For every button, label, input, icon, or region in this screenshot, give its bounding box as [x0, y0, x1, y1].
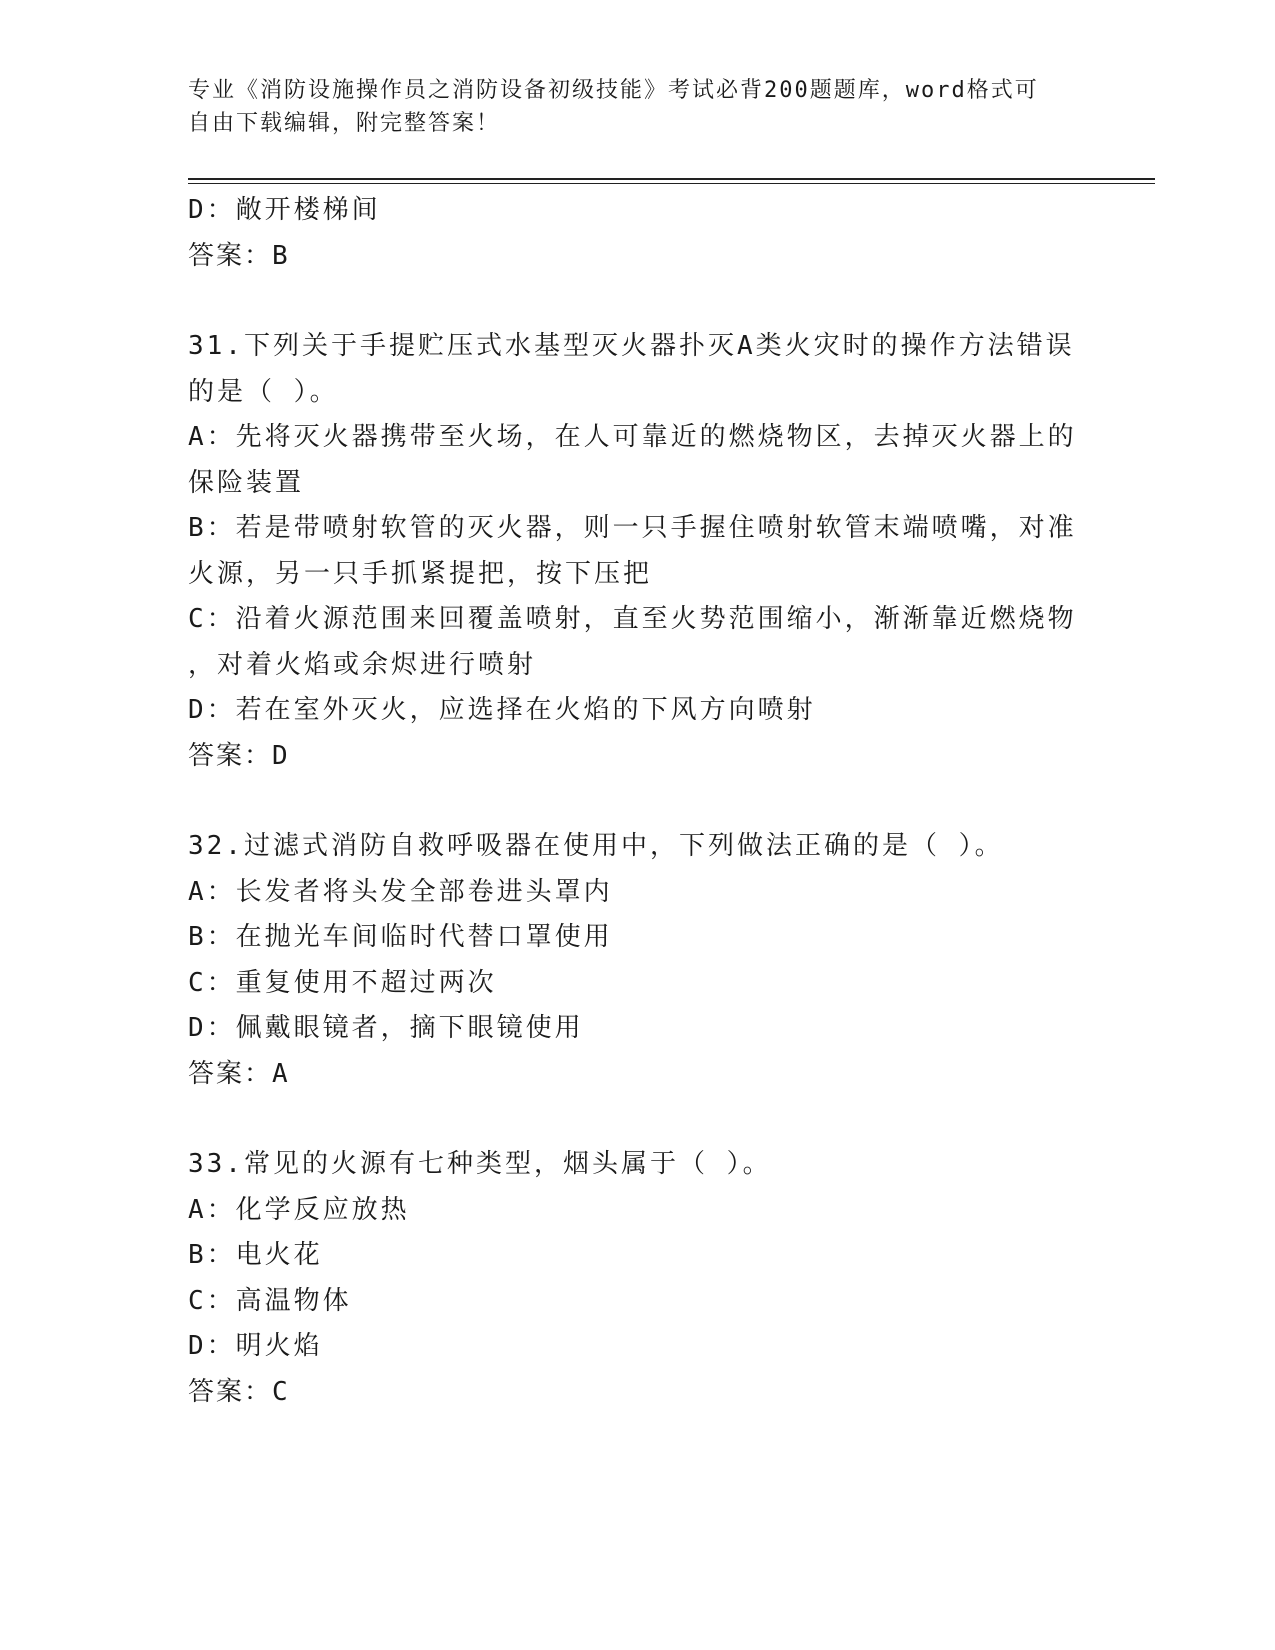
header-line-2: 自由下载编辑，附完整答案！	[188, 111, 501, 136]
option-b: B：若是带喷射软管的灭火器，则一只手握住喷射软管末端喷嘴，对准	[188, 513, 1077, 543]
option-c-cont: ，对着火焰或余烬进行喷射	[188, 649, 537, 680]
question-33	[188, 1142, 1088, 1415]
header-divider-thick	[188, 178, 1155, 180]
question-31	[188, 324, 1088, 779]
prev-option-d: D：敞开楼梯间	[188, 195, 381, 225]
option-d: D：若在室外灭火，应选择在火焰的下风方向喷射	[188, 695, 816, 725]
option-c: C：高温物体	[188, 1285, 352, 1316]
option-b: B：电火花	[188, 1240, 323, 1270]
option-a-cont: 保险装置	[188, 467, 305, 498]
header-divider-thin	[188, 183, 1155, 184]
option-a: A：长发者将头发全部卷进头罩内	[188, 876, 613, 907]
question-32	[188, 824, 1088, 1097]
spacer	[188, 279, 1088, 324]
question-stem: 31.下列关于手提贮压式水基型灭火器扑灭A类火灾时的操作方法错误	[188, 331, 1075, 361]
answer: 答案：C	[188, 1376, 290, 1407]
option-a: A：先将灭火器携带至火场，在人可靠近的燃烧物区，去掉灭火器上的	[188, 422, 1077, 452]
option-b: B：在抛光车间临时代替口罩使用	[188, 922, 613, 952]
option-d: D：明火焰	[188, 1331, 323, 1361]
question-stem: 33.常见的火源有七种类型，烟头属于（ ）。	[188, 1149, 772, 1179]
spacer	[188, 779, 1088, 824]
question-content	[188, 188, 1088, 1415]
header-line-1: 专业《消防设施操作员之消防设备初级技能》考试必背200题题库，word格式可	[188, 78, 1039, 103]
prev-answer: 答案：B	[188, 240, 290, 271]
option-a: A：化学反应放热	[188, 1194, 410, 1225]
option-d: D：佩戴眼镜者，摘下眼镜使用	[188, 1013, 584, 1043]
question-stem-cont: 的是（ ）。	[188, 376, 339, 407]
spacer	[188, 1097, 1088, 1142]
option-b-cont: 火源，另一只手抓紧提把，按下压把	[188, 558, 653, 589]
option-c: C：沿着火源范围来回覆盖喷射，直至火势范围缩小，渐渐靠近燃烧物	[188, 604, 1077, 634]
question-stem: 32.过滤式消防自救呼吸器在使用中，下列做法正确的是（ ）。	[188, 831, 1004, 861]
answer: 答案：A	[188, 1058, 290, 1089]
document-header	[188, 74, 1068, 140]
option-c: C：重复使用不超过两次	[188, 967, 497, 998]
answer: 答案：D	[188, 740, 290, 771]
